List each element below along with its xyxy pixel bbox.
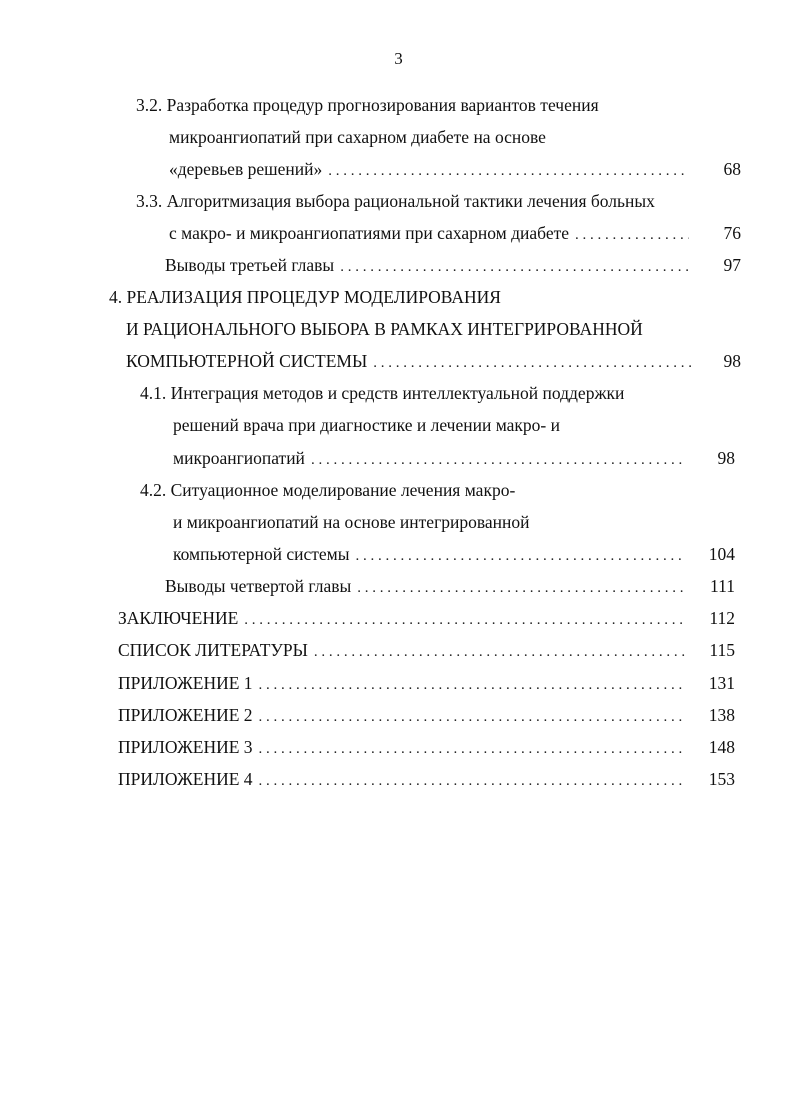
toc-entry-3-2-line-3 (169, 157, 695, 181)
toc-entry-3-2-page: 68 (723, 159, 741, 179)
toc-entry-4-2-page: 104 (708, 544, 735, 564)
toc-entry-appendix-1-page: 131 (708, 673, 735, 693)
toc-entry-3-3-line-2 (169, 221, 695, 245)
toc-entry-ch3-conclusions-title: Выводы третьей главы (165, 255, 335, 275)
toc-entry-appendix-2-page: 138 (708, 705, 735, 725)
toc-entry-ch4-page: 98 (723, 351, 741, 371)
dot-leader (340, 253, 689, 279)
dot-leader (357, 574, 684, 600)
dot-leader (328, 157, 689, 183)
dot-leader (314, 638, 686, 664)
toc-entry-3-3-title: с макро- и микроангиопатиями при сахарном диабете (169, 223, 569, 243)
toc-entry-4-2-line-1: 4.2. Ситуационное моделирование лечения макро- (140, 480, 516, 500)
toc-entry-appendix-3-title: ПРИЛОЖЕНИЕ 3 (118, 737, 253, 757)
toc-entry-ch3-conclusions (165, 253, 695, 277)
toc-entry-3-3-line-1: 3.3. Алгоритмизация выбора рациональной тактики лечения больных (136, 191, 655, 211)
toc-entry-conclusion-page: 112 (709, 608, 735, 628)
toc-entry-ch4-conclusions-page: 111 (710, 576, 735, 596)
toc-entry-appendix-2-title: ПРИЛОЖЕНИЕ 2 (118, 705, 253, 725)
toc-entry-appendix-2 (118, 703, 692, 727)
toc-entry-appendix-4-page: 153 (708, 769, 735, 789)
toc-entry-appendix-1 (118, 671, 692, 695)
toc-entry-references-page: 115 (709, 640, 735, 660)
dot-leader (259, 703, 686, 729)
dot-leader (244, 606, 686, 632)
toc-entry-references (118, 638, 692, 662)
toc-entry-4-2-line-3 (173, 542, 688, 566)
toc-entry-4-1-line-1: 4.1. Интеграция методов и средств интеллектуальной поддержки (140, 383, 625, 403)
dot-leader (575, 221, 689, 247)
toc-entry-ch4-title: КОМПЬЮТЕРНОЙ СИСТЕМЫ (126, 351, 368, 371)
toc-entry-appendix-4-title: ПРИЛОЖЕНИЕ 4 (118, 769, 253, 789)
dot-leader (373, 349, 694, 375)
toc-entry-conclusion (118, 606, 692, 630)
toc-entry-4-1-line-3 (173, 446, 688, 470)
toc-entry-ch4-conclusions (165, 574, 690, 598)
toc-entry-ch4-line-1: 4. РЕАЛИЗАЦИЯ ПРОЦЕДУР МОДЕЛИРОВАНИЯ (109, 287, 501, 307)
toc-entry-ch4-line-3 (126, 349, 700, 373)
dot-leader (259, 735, 686, 761)
toc-entry-4-1-page: 98 (717, 448, 735, 468)
toc-entry-appendix-3-page: 148 (708, 737, 735, 757)
toc-entry-4-2-title: компьютерной системы (173, 544, 350, 564)
dot-leader (259, 767, 686, 793)
toc-entry-3-2-line-2: микроангиопатий при сахарном диабете на основе (169, 127, 546, 147)
toc-entry-conclusion-title: ЗАКЛЮЧЕНИЕ (118, 608, 239, 628)
toc-entry-3-3-page: 76 (723, 223, 741, 243)
toc-entry-appendix-1-title: ПРИЛОЖЕНИЕ 1 (118, 673, 253, 693)
toc-entry-appendix-3 (118, 735, 692, 759)
page-number: 3 (394, 49, 403, 68)
toc-entry-ch3-conclusions-page: 97 (723, 255, 741, 275)
toc-entry-4-2-line-2: и микроангиопатий на основе интегрированной (173, 512, 530, 532)
toc-entry-ch4-conclusions-title: Выводы четвертой главы (165, 576, 352, 596)
dot-leader (311, 446, 682, 472)
toc-entry-4-1-line-2: решений врача при диагностике и лечении макро- и (173, 415, 560, 435)
toc-entry-3-2-title: «деревьев решений» (169, 159, 323, 179)
toc-entry-ch4-line-2: И РАЦИОНАЛЬНОГО ВЫБОРА В РАМКАХ ИНТЕГРИРОВАННОЙ (126, 319, 643, 339)
toc-entry-3-2-line-1: 3.2. Разработка процедур прогнозирования вариантов течения (136, 95, 599, 115)
toc-entry-references-title: СПИСОК ЛИТЕРАТУРЫ (118, 640, 308, 660)
dot-leader (355, 542, 682, 568)
dot-leader (259, 671, 686, 697)
toc-entry-4-1-title: микроангиопатий (173, 448, 305, 468)
toc-entry-appendix-4 (118, 767, 692, 791)
